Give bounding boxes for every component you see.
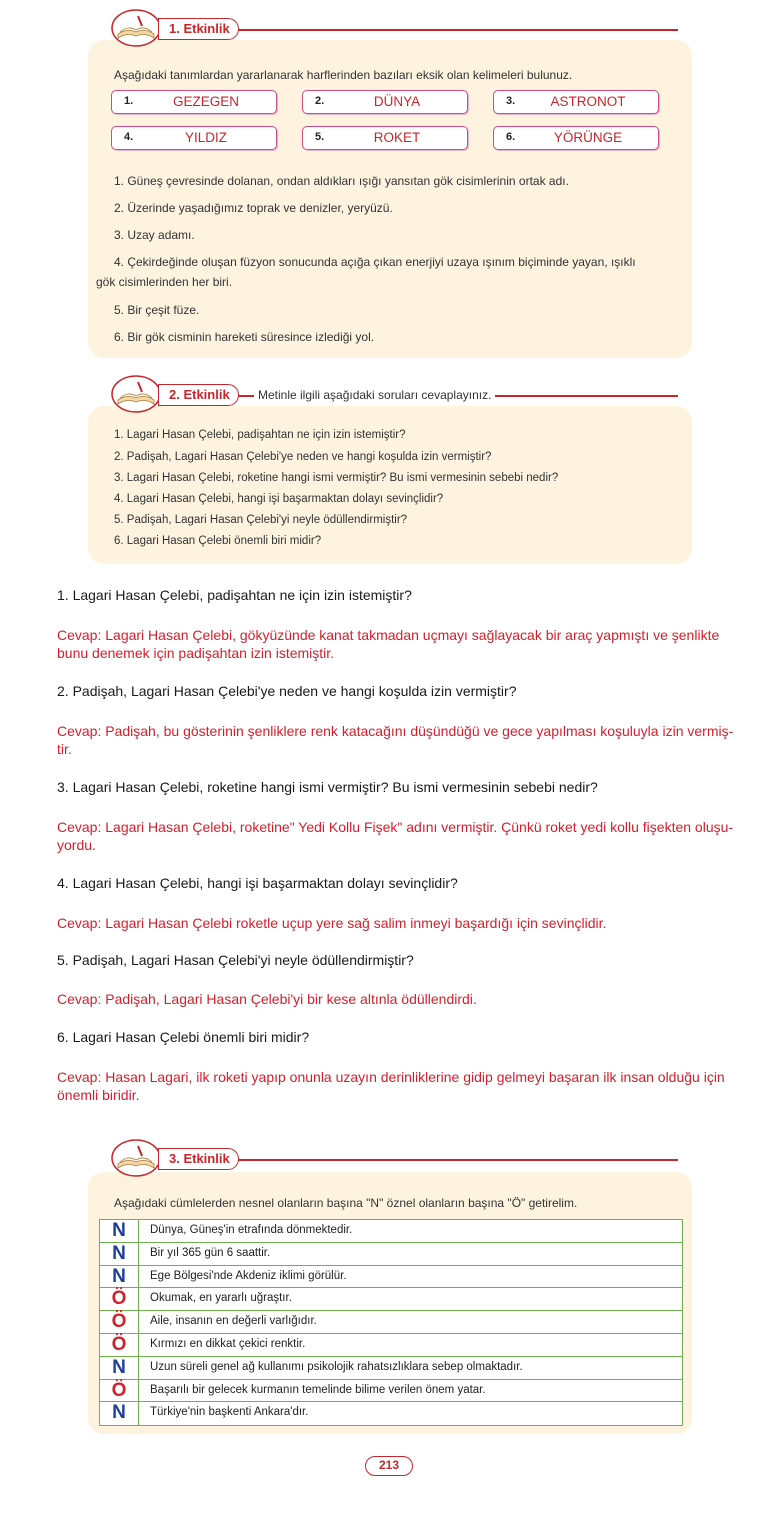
activity1-title: 1. Etkinlik	[158, 18, 239, 40]
word-answer: ROKET	[373, 130, 421, 145]
row-text: Aile, insanın en değerli varlığıdır.	[150, 1315, 317, 1328]
row-mark: Ö	[100, 1334, 139, 1356]
word-number: 5.	[315, 131, 325, 143]
row-text: Bir yıl 365 gün 6 saattir.	[150, 1246, 271, 1259]
word-box-6	[493, 126, 659, 150]
row-text: Başarılı bir gelecek kurmanın temelinde bilime verilen önem yatar.	[150, 1383, 486, 1396]
activity2-question-4: 4. Lagari Hasan Çelebi, hangi işi başarmaktan dolayı sevinçlidir?	[114, 493, 444, 505]
word-box-4	[111, 126, 277, 150]
answer-text-5a: Cevap: Padişah, Lagari Hasan Çelebi'yi bir kese altınla ödüllendirdi.	[57, 991, 477, 1007]
clue-3: 3. Uzay adamı.	[114, 228, 195, 242]
table-row	[100, 1380, 682, 1403]
table-row	[100, 1288, 682, 1311]
objective-subjective-table	[99, 1219, 683, 1426]
clue-1: 1. Güneş çevresinde dolanan, ondan aldıkları ışığı yansıtan gök cisimlerinin ortak adı.	[114, 174, 569, 188]
row-text: Okumak, en yararlı uğraştır.	[150, 1292, 292, 1305]
word-box-5	[302, 126, 468, 150]
answer-question-1: 1. Lagari Hasan Çelebi, padişahtan ne için izin istemiştir?	[57, 587, 412, 603]
row-mark: N	[100, 1266, 139, 1288]
word-number: 6.	[506, 131, 516, 143]
activity2-question-5: 5. Padişah, Lagari Hasan Çelebi'yi neyle ödüllendirmiştir?	[114, 514, 408, 526]
activity2-title: 2. Etkinlik	[158, 384, 239, 406]
activity2-question-3: 3. Lagari Hasan Çelebi, roketine hangi ismi vermiştir? Bu ismi vermesinin sebebi nedir?	[114, 472, 559, 484]
answer-question-5: 5. Padişah, Lagari Hasan Çelebi'yi neyle ödüllendirmiştir?	[57, 952, 414, 968]
clue-4: 4. Çekirdeğinde oluşan füzyon sonucunda açığa çıkan enerjiyi uzaya ışınım biçiminde yayan, ışıklı	[114, 255, 636, 269]
word-answer: ASTRONOT	[550, 94, 626, 109]
row-mark: N	[100, 1243, 139, 1265]
activity2-header	[108, 374, 678, 414]
activity2-question-6: 6. Lagari Hasan Çelebi önemli biri midir?	[114, 535, 322, 547]
answer-text-4a: Cevap: Lagari Hasan Çelebi roketle uçup yere sağ salim inmeyi başardığı için sevinçlidir.	[57, 915, 607, 931]
clue-5: 5. Bir çeşit füze.	[114, 303, 200, 317]
row-mark: N	[100, 1220, 139, 1242]
answer-text-6b: önemli biridir.	[57, 1087, 140, 1103]
row-mark: Ö	[100, 1380, 139, 1402]
answer-text-1b: bunu denemek için padişahtan izin istemiştir.	[57, 645, 335, 661]
row-text: Uzun süreli genel ağ kullanımı psikolojik rahatsızlıklara sebep olmaktadır.	[150, 1360, 523, 1373]
answer-text-2b: tir.	[57, 741, 72, 757]
activity1-instruction: Aşağıdaki tanımlardan yararlanarak harflerinden bazıları eksik olan kelimeleri bulunuz.	[114, 68, 573, 82]
activity3-instruction: Aşağıdaki cümlelerden nesnel olanların başına "N" öznel olanların başına "Ö" getirelim.	[114, 1196, 578, 1210]
row-text: Türkiye'nin başkenti Ankara'dır.	[150, 1406, 309, 1419]
clue-6: 6. Bir gök cisminin hareketi süresince izlediği yol.	[114, 330, 375, 344]
word-number: 2.	[315, 95, 325, 107]
word-answer: DÜNYA	[373, 94, 421, 109]
word-box-1	[111, 90, 277, 114]
activity2-instruction: Metinle ilgili aşağıdaki soruları cevaplayınız.	[254, 388, 495, 402]
word-number: 3.	[506, 95, 516, 107]
clue-4-cont: gök cisimlerinden her biri.	[96, 275, 233, 289]
row-text: Dünya, Güneş'in etrafında dönmektedir.	[150, 1224, 353, 1236]
page-number: 213	[365, 1456, 413, 1476]
word-box-3	[493, 90, 659, 114]
activity2-question-2: 2. Padişah, Lagari Hasan Çelebi'ye neden ve hangi koşulda izin vermiştir?	[114, 451, 492, 463]
row-mark: N	[100, 1357, 139, 1379]
activity2-question-1: 1. Lagari Hasan Çelebi, padişahtan ne için izin istemiştir?	[114, 429, 406, 441]
row-mark: Ö	[100, 1288, 139, 1310]
answer-text-3b: yordu.	[57, 837, 96, 853]
answer-question-3: 3. Lagari Hasan Çelebi, roketine hangi ismi vermiştir? Bu ismi vermesinin sebebi nedir?	[57, 779, 598, 795]
word-number: 1.	[124, 95, 134, 107]
activity1-header	[108, 8, 678, 48]
word-box-2	[302, 90, 468, 114]
header-rule	[178, 29, 678, 31]
clue-2: 2. Üzerinde yaşadığımız toprak ve denizler, yeryüzü.	[114, 201, 393, 215]
row-text: Kırmızı en dikkat çekici renktir.	[150, 1337, 306, 1350]
answer-question-4: 4. Lagari Hasan Çelebi, hangi işi başarmaktan dolayı sevinçlidir?	[57, 875, 458, 891]
table-row	[100, 1334, 682, 1357]
row-text: Ege Bölgesi'nde Akdeniz iklimi görülür.	[150, 1269, 347, 1282]
table-row	[100, 1220, 682, 1243]
word-answer: YÖRÜNGE	[553, 130, 623, 145]
header-rule	[178, 1159, 678, 1161]
answer-question-2: 2. Padişah, Lagari Hasan Çelebi'ye neden ve hangi koşulda izin vermiştir?	[57, 683, 517, 699]
answer-text-6a: Cevap: Hasan Lagari, ilk roketi yapıp onunla uzayın derinliklerine gidip gelmeyi başaran ilk insan olduğu için	[57, 1069, 725, 1085]
word-number: 4.	[124, 131, 134, 143]
answer-text-2a: Cevap: Padişah, bu gösterinin şenliklere renk katacağını düşündüğü ve gece yapılması koşuluyla izin vermiş-	[57, 723, 734, 739]
row-mark: N	[100, 1402, 139, 1425]
word-answer: YILDIZ	[184, 130, 227, 145]
table-row	[100, 1266, 682, 1289]
table-row	[100, 1243, 682, 1266]
answer-question-6: 6. Lagari Hasan Çelebi önemli biri midir?	[57, 1029, 310, 1045]
table-row	[100, 1311, 682, 1334]
answer-text-1a: Cevap: Lagari Hasan Çelebi, gökyüzünde kanat takmadan uçmayı sağlayacak bir araç yapmıştı ve şenlikte	[57, 627, 720, 643]
word-answer: GEZEGEN	[172, 94, 239, 109]
table-row	[100, 1402, 682, 1425]
activity3-header	[108, 1138, 678, 1178]
activity3-title: 3. Etkinlik	[158, 1148, 239, 1170]
table-row	[100, 1357, 682, 1380]
answer-text-3a: Cevap: Lagari Hasan Çelebi, roketine" Yedi Kollu Fişek" adını vermiştir. Çünkü roket yedi kollu fişekten oluşu-	[57, 819, 734, 835]
row-mark: Ö	[100, 1311, 139, 1333]
